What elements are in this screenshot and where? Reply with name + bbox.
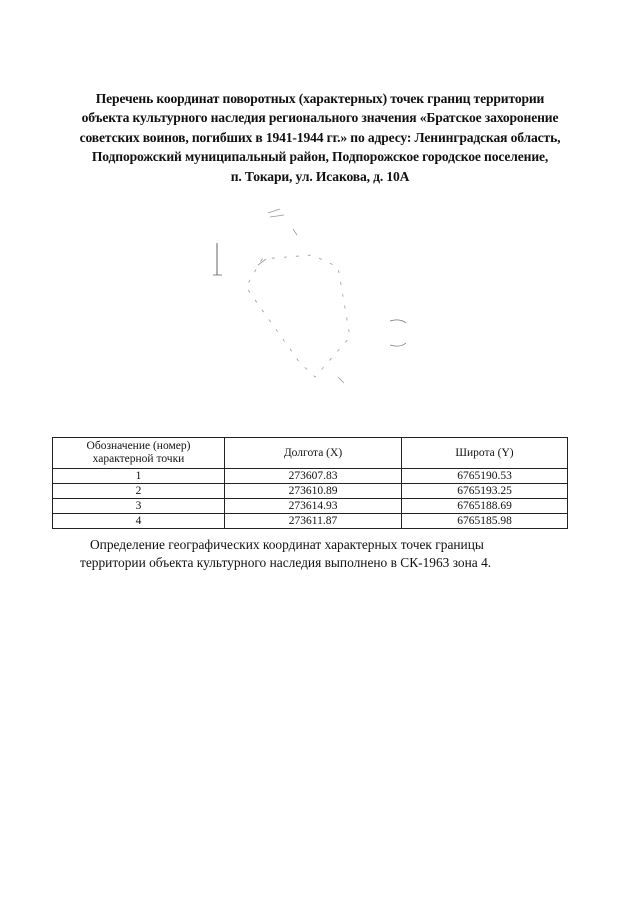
longitude-value: 273610.89 [225, 484, 402, 499]
document-title [40, 89, 600, 186]
header-latitude: Широта (Y) [402, 438, 568, 469]
table-header-row [53, 438, 568, 469]
boundary-scheme [200, 195, 420, 395]
table-row [53, 499, 568, 514]
latitude-value: 6765190.53 [402, 469, 568, 484]
latitude-value: 6765188.69 [402, 499, 568, 514]
north-arrow-mark [268, 209, 284, 217]
latitude-value: 6765193.25 [402, 484, 568, 499]
longitude-value: 273607.83 [225, 469, 402, 484]
table-row [53, 469, 568, 484]
point-number: 1 [53, 469, 225, 484]
bracket-mark [390, 320, 406, 346]
title-line: объекта культурного наследия регионального значения «Братское захоронение [81, 110, 559, 126]
coordinate-system-note [60, 536, 580, 571]
boundary-outline [246, 255, 350, 377]
table-row [53, 514, 568, 529]
coordinates-table [52, 437, 568, 529]
header-longitude: Долгота (X) [225, 438, 402, 469]
title-line: советских воинов, погибших в 1941-1944 гг.» по адресу: Ленинградская область, [79, 129, 561, 145]
north-arrow-tick [293, 229, 297, 235]
longitude-value: 273611.87 [225, 514, 402, 529]
longitude-value: 273614.93 [225, 499, 402, 514]
boundary-mark [338, 377, 344, 383]
boundary-mark [258, 259, 266, 265]
point-number: 3 [53, 499, 225, 514]
point-number: 2 [53, 484, 225, 499]
note-line: Определение географических координат характерных точек границы [90, 537, 484, 552]
table-row [53, 484, 568, 499]
title-line: Перечень координат поворотных (характерных) точек границ территории [95, 91, 545, 106]
title-line: п. Токари, ул. Исакова, д. 10А [230, 168, 410, 184]
note-line: территории объекта культурного наследия выполнено в СК-1963 зона 4. [80, 554, 492, 570]
latitude-value: 6765185.98 [402, 514, 568, 529]
header-point-number: Обозначение (номер) характерной точки [53, 438, 225, 469]
title-line: Подпорожский муниципальный район, Подпорожское городское поселение, [91, 149, 549, 165]
point-number: 4 [53, 514, 225, 529]
